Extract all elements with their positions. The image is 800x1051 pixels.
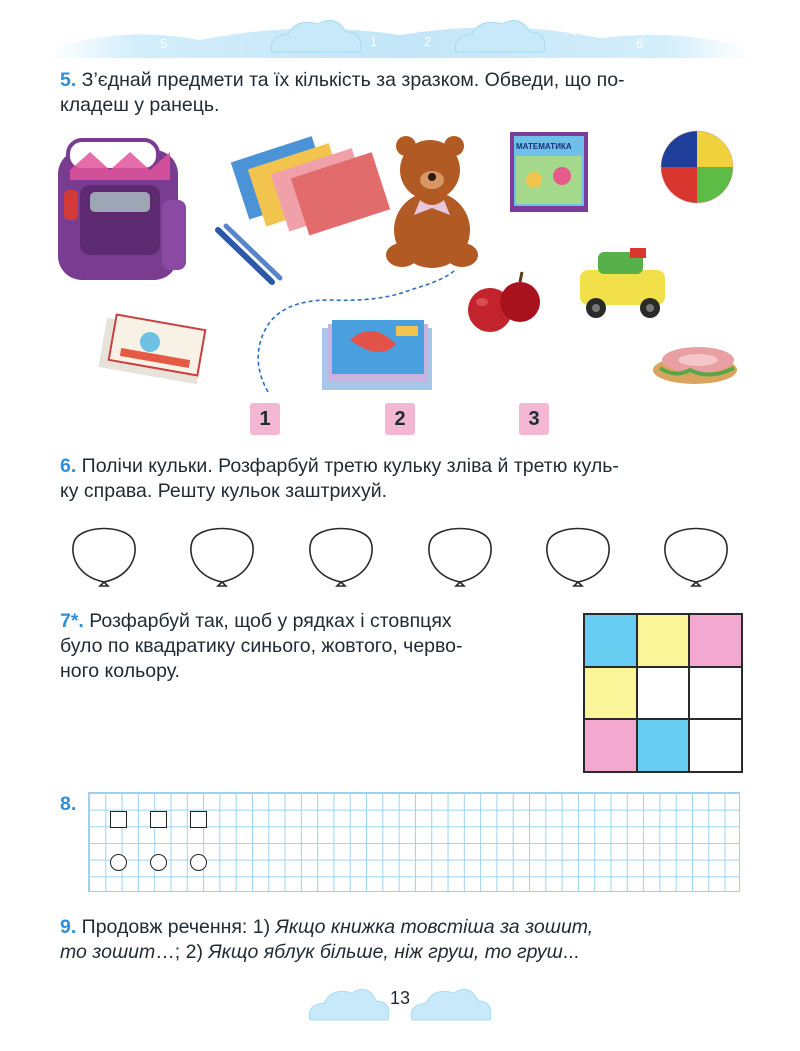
count-box-2[interactable]: 2 [385, 403, 415, 435]
sandwich-icon [653, 347, 737, 384]
header-digit: 2 [424, 34, 432, 49]
circle-shape [110, 854, 127, 871]
grid-cell[interactable] [637, 614, 690, 667]
toy-car-icon [580, 248, 665, 318]
header-digit: 8 [690, 20, 698, 35]
task-number: 7*. [60, 610, 84, 632]
colored-pencils-icon [98, 315, 205, 385]
circle-shape [150, 854, 167, 871]
grid-cell[interactable] [689, 614, 742, 667]
color-grid [583, 613, 743, 773]
task-7-text: 7*. Розфарбуй так, щоб у рядках і стовпцях було по квадратику синього, жовтого, черво- ного кольору. [60, 610, 463, 682]
pens-icon [218, 226, 280, 282]
header-digit: 1 [370, 34, 378, 49]
task-number: 6. [60, 455, 77, 477]
balloon-icon[interactable] [547, 529, 609, 587]
task-6-text: 6. Полічи кульки. Розфарбуй третю кульку зліва й третю куль- ку справа. Решту кульок заштрихуй. [60, 455, 619, 502]
colored-paper-icon [322, 320, 432, 390]
grid-cell[interactable] [689, 719, 742, 772]
grid-cell[interactable] [637, 667, 690, 720]
grid-cell[interactable] [689, 667, 742, 720]
squared-paper[interactable] [88, 792, 740, 892]
apples-icon [468, 272, 540, 332]
header-cloud-band [0, 0, 800, 70]
task-5-pictures [50, 130, 750, 395]
grid-cell[interactable] [584, 614, 637, 667]
balloon-icon[interactable] [73, 529, 135, 587]
count-box-1[interactable]: 1 [250, 403, 280, 435]
task-number: 5. [60, 69, 77, 91]
task-number: 9. [60, 916, 77, 938]
square-shape [190, 811, 207, 828]
task-9-text: 9. Продовж речення: 1) Якщо книжка товстіша за зошит, то зошит…; 2) Якщо яблук більше, ніж груш, то груш... [60, 916, 594, 963]
page-number: 13 [389, 988, 411, 1008]
teddy-bear-icon [386, 136, 478, 268]
balloon-icon[interactable] [310, 529, 372, 587]
count-box-3[interactable]: 3 [519, 403, 549, 435]
circle-shape [190, 854, 207, 871]
math-book-title: МАТЕМАТИКА [516, 142, 572, 151]
header-digit: 4 [570, 24, 578, 39]
grid-cell[interactable] [584, 667, 637, 720]
grid-cell[interactable] [584, 719, 637, 772]
balloon-icon[interactable] [191, 529, 253, 587]
balloon-icon[interactable] [429, 529, 491, 587]
backpack-icon [58, 140, 186, 280]
task-5-text: 5. З’єднай предмети та їх кількість за зразком. Обведи, що по- кладеш у ранець. [60, 69, 625, 116]
grid-cell[interactable] [637, 719, 690, 772]
header-digit: 0 [398, 16, 406, 31]
math-book-icon [510, 132, 588, 212]
square-shape [150, 811, 167, 828]
balloon-icon[interactable] [665, 529, 727, 587]
balloon-row [60, 520, 750, 600]
notebooks-icon [231, 136, 390, 235]
header-digit: 6 [636, 36, 644, 51]
task-number: 8. [60, 793, 77, 815]
ball-icon [661, 131, 733, 203]
square-shape [110, 811, 127, 828]
header-digit: 3 [222, 24, 230, 39]
header-digit: 7 [108, 21, 116, 36]
header-digit: 5 [160, 36, 168, 51]
